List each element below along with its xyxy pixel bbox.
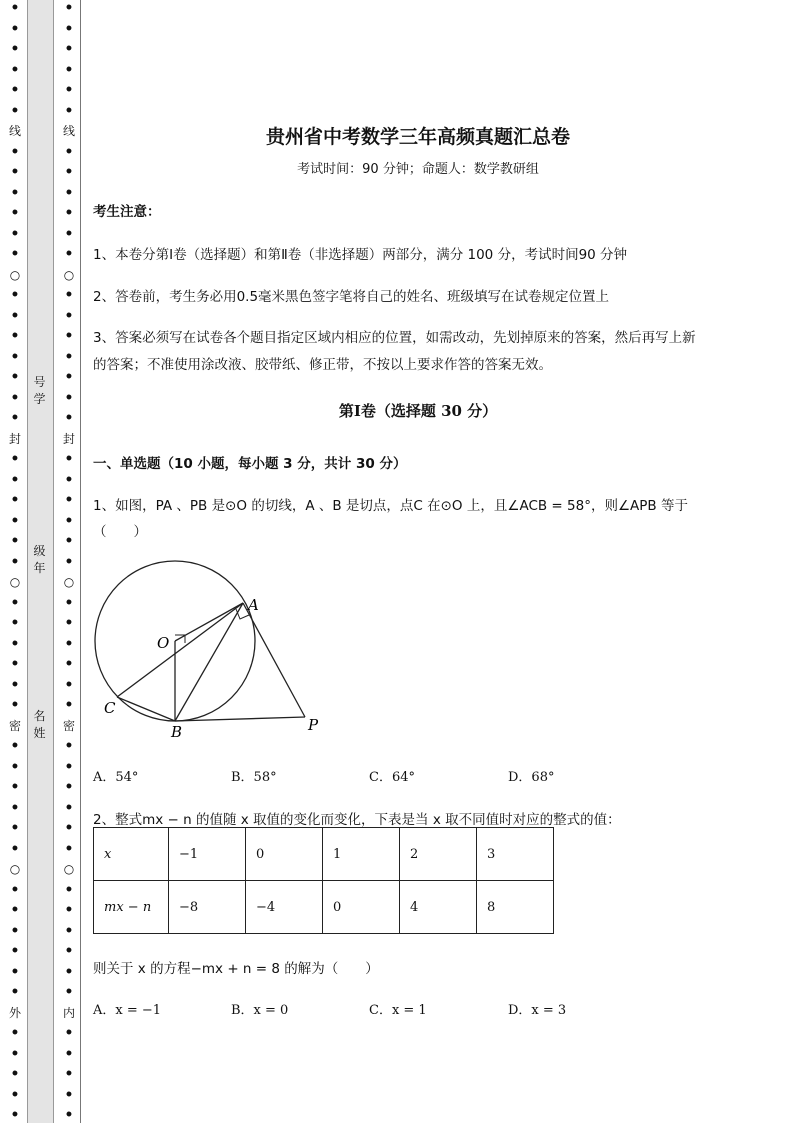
seal-dot: • (64, 677, 74, 693)
seal-line-label: 外 (9, 1006, 22, 1020)
seal-dot: • (10, 656, 20, 672)
seal-dot: • (64, 226, 74, 242)
seal-dot: • (64, 144, 74, 160)
seal-dot: • (64, 943, 74, 959)
seal-dot: • (64, 492, 74, 508)
seal-dot: • (64, 82, 74, 98)
seal-dot: • (10, 923, 20, 939)
seal-dot: • (10, 369, 20, 385)
seal-circle-mark: ○ (63, 575, 75, 589)
table-cell: −8 (169, 881, 246, 934)
seal-line-outer (9, 0, 21, 1123)
seal-dot: • (10, 1025, 20, 1041)
q1-option-b[interactable]: B．58° (231, 770, 277, 785)
seal-line-inner (63, 0, 75, 1123)
q2-option-a[interactable]: A．x = −1 (93, 1003, 162, 1018)
table-cell: −1 (169, 828, 246, 881)
table-cell: 8 (477, 881, 554, 934)
table-cell: 0 (246, 828, 323, 881)
seal-dot: • (64, 1066, 74, 1082)
seal-circle-mark: ○ (63, 862, 75, 876)
seal-dot: • (10, 390, 20, 406)
seal-dot: • (64, 923, 74, 939)
seal-dot: • (10, 1087, 20, 1103)
seal-dot: • (10, 964, 20, 980)
seal-dot: • (64, 287, 74, 303)
seal-dot: • (10, 287, 20, 303)
notice-item-continued: 的答案；不准使用涂改液、胶带纸、修正带，不按以上要求作答的答案无效。 (93, 357, 552, 373)
seal-dot: • (10, 492, 20, 508)
seal-dot: • (64, 759, 74, 775)
point-label-a: A (248, 596, 259, 614)
seal-dot: • (64, 820, 74, 836)
point-label-b: B (171, 723, 183, 741)
seal-dot: • (64, 841, 74, 857)
seal-dot: • (64, 410, 74, 426)
seal-dot: • (10, 1107, 20, 1123)
seal-dot: • (10, 410, 20, 426)
seal-dot: • (10, 615, 20, 631)
seal-dot: • (64, 205, 74, 221)
q1-option-d[interactable]: D．68° (508, 770, 555, 785)
seal-dot: • (10, 533, 20, 549)
seal-dot: • (64, 328, 74, 344)
seal-dot: • (10, 636, 20, 652)
question-2-text: 2、整式mx − n 的值随 x 取值的变化而变化，下表是当 x 取不同值时对应的整式的值： (93, 812, 621, 828)
notice-item: 1、本卷分第Ⅰ卷（选择题）和第Ⅱ卷（非选择题）两部分，满分 100 分，考试时间90 分钟 (93, 247, 628, 263)
seal-dot: • (64, 513, 74, 529)
page-title: 贵州省中考数学三年高频真题汇总卷 (265, 126, 570, 148)
seal-dot: • (10, 226, 20, 242)
table-cell: 1 (323, 828, 400, 881)
seal-dot: • (10, 800, 20, 816)
seal-dot: • (10, 21, 20, 37)
table-cell: 3 (477, 828, 554, 881)
seal-dot: • (64, 1046, 74, 1062)
question-2-followup: 则关于 x 的方程−mx + n = 8 的解为（ ） (93, 961, 379, 977)
seal-dot: • (64, 902, 74, 918)
circle-tangent-figure (93, 555, 343, 745)
point-label-c: C (104, 699, 116, 717)
seal-dot: • (10, 164, 20, 180)
notice-heading: 考生注意： (93, 204, 161, 220)
question-1-paren: （ ） (93, 524, 147, 540)
seal-dot: • (10, 902, 20, 918)
seal-dot: • (64, 41, 74, 57)
seal-dot: • (10, 820, 20, 836)
seal-dot: • (64, 800, 74, 816)
table-cell: 0 (323, 881, 400, 934)
seal-line-label: 封 (9, 432, 22, 446)
seal-dot: • (64, 349, 74, 365)
seal-dot: • (10, 841, 20, 857)
seal-dot: • (64, 246, 74, 262)
seal-dot: • (64, 615, 74, 631)
seal-dot: • (10, 308, 20, 324)
seal-dot: • (64, 595, 74, 611)
seal-dot: • (10, 595, 20, 611)
seal-dot: • (64, 636, 74, 652)
seal-dot: • (10, 82, 20, 98)
q2-option-c[interactable]: C．x = 1 (369, 1003, 427, 1018)
notice-item: 2、答卷前，考生务必用0.5毫米黑色签字笔将自己的姓名、班级填写在试卷规定位置上 (93, 289, 610, 305)
seal-dot: • (10, 246, 20, 262)
section-title: 第Ⅰ卷（选择题 30 分） (338, 402, 498, 420)
seal-dot: • (10, 103, 20, 119)
seal-dot: • (10, 677, 20, 693)
seal-dot: • (10, 984, 20, 1000)
exam-info: 考试时间：90 分钟；命题人：数学教研组 (297, 162, 539, 177)
name-label: 名 姓 (33, 709, 46, 740)
seal-dot: • (64, 472, 74, 488)
seal-dot: • (10, 779, 20, 795)
seal-line-label: 密 (9, 719, 22, 733)
table-row (94, 828, 554, 881)
q2-option-d[interactable]: D．x = 3 (508, 1003, 567, 1018)
seal-dot: • (64, 390, 74, 406)
table-row (94, 881, 554, 934)
seal-dot: • (10, 1046, 20, 1062)
q1-option-a[interactable]: A．54° (93, 770, 139, 785)
seal-dot: • (64, 656, 74, 672)
q1-option-c[interactable]: C．64° (369, 770, 415, 785)
seal-dot: • (64, 697, 74, 713)
grade-label: 级 年 (33, 544, 46, 575)
seal-circle-mark: ○ (9, 268, 21, 282)
seal-circle-mark: ○ (9, 575, 21, 589)
table-cell: −4 (246, 881, 323, 934)
seal-dot: • (64, 62, 74, 78)
binding-margin (0, 0, 82, 1123)
seal-line-label: 线 (63, 124, 76, 138)
point-label-p: P (308, 716, 319, 734)
seal-dot: • (64, 1107, 74, 1123)
seal-dot: • (64, 779, 74, 795)
table-cell: 4 (400, 881, 477, 934)
seal-dot: • (10, 349, 20, 365)
student-number-label: 号 学 (33, 375, 46, 406)
seal-line-label: 密 (63, 719, 76, 733)
seal-dot: • (10, 205, 20, 221)
value-table (93, 827, 554, 934)
seal-dot: • (10, 451, 20, 467)
seal-dot: • (64, 308, 74, 324)
seal-dot: • (10, 554, 20, 570)
seal-dot: • (10, 943, 20, 959)
seal-dot: • (10, 62, 20, 78)
seal-circle-mark: ○ (63, 268, 75, 282)
seal-dot: • (10, 472, 20, 488)
seal-line-label: 线 (9, 124, 22, 138)
question-1-text: 1、如图，PA 、PB 是⊙O 的切线，A 、B 是切点，点C 在⊙O 上，且∠ACB = 58°，则∠APB 等于 (93, 498, 688, 514)
seal-dot: • (64, 1025, 74, 1041)
seal-dot: • (10, 697, 20, 713)
seal-dot: • (64, 554, 74, 570)
table-cell: 2 (400, 828, 477, 881)
seal-dot: • (64, 0, 74, 16)
row-header: mx − n (94, 881, 169, 934)
seal-dot: • (10, 882, 20, 898)
margin-rule (80, 0, 81, 1123)
seal-dot: • (10, 185, 20, 201)
seal-dot: • (64, 185, 74, 201)
part-title: 一、单选题（10 小题，每小题 3 分，共计 30 分） (93, 456, 407, 472)
seal-dot: • (64, 738, 74, 754)
seal-dot: • (64, 451, 74, 467)
seal-dot: • (64, 369, 74, 385)
seal-dot: • (64, 964, 74, 980)
seal-dot: • (10, 759, 20, 775)
point-label-o: O (157, 634, 170, 652)
seal-line-label: 内 (63, 1006, 76, 1020)
notice-item: 3、答案必须写在试卷各个题目指定区域内相应的位置，如需改动，先划掉原来的答案，然后再写上新 (93, 330, 696, 346)
seal-dot: • (10, 144, 20, 160)
seal-dot: • (10, 1066, 20, 1082)
seal-dot: • (64, 21, 74, 37)
seal-dot: • (10, 41, 20, 57)
row-header: x (94, 828, 169, 881)
seal-line-label: 封 (63, 432, 76, 446)
seal-dot: • (10, 0, 20, 16)
seal-dot: • (64, 1087, 74, 1103)
q2-option-b[interactable]: B．x = 0 (231, 1003, 289, 1018)
seal-dot: • (64, 882, 74, 898)
seal-dot: • (64, 164, 74, 180)
seal-dot: • (64, 103, 74, 119)
seal-circle-mark: ○ (9, 862, 21, 876)
seal-dot: • (10, 513, 20, 529)
seal-dot: • (10, 328, 20, 344)
seal-dot: • (64, 984, 74, 1000)
seal-dot: • (64, 533, 74, 549)
seal-dot: • (10, 738, 20, 754)
